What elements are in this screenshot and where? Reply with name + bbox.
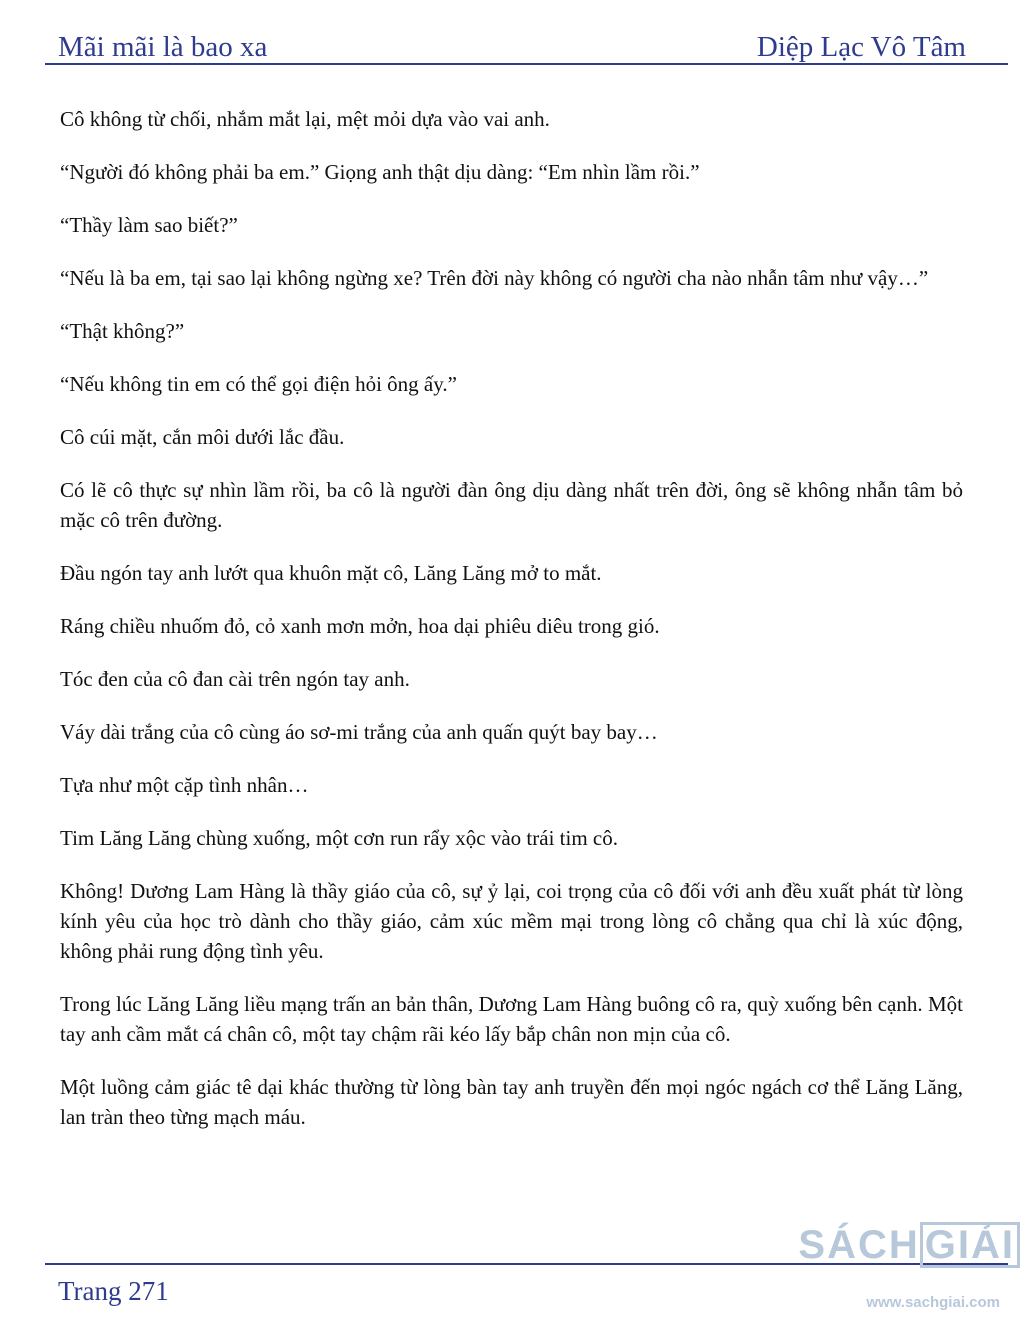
paragraph: Tim Lăng Lăng chùng xuống, một cơn run rẩy xộc vào trái tim cô. [60, 826, 618, 850]
book-title: Mãi mãi là bao xa [58, 31, 268, 63]
page-number: Trang 271 [58, 1276, 169, 1306]
paragraph: “Người đó không phải ba em.” Giọng anh thật dịu dàng: “Em nhìn lầm rồi.” [60, 160, 700, 184]
paragraph: “Thầy làm sao biết?” [60, 213, 238, 237]
paragraph: “Nếu không tin em có thể gọi điện hỏi ông ấy.” [60, 372, 457, 396]
watermark-url: www.sachgiai.com [866, 1294, 1000, 1311]
author-name: Diệp Lạc Vô Tâm [756, 31, 966, 63]
paragraph: Cô cúi mặt, cắn môi dưới lắc đầu. [60, 425, 345, 449]
paragraph: Trong lúc Lăng Lăng liều mạng trấn an bản thân, Dương Lam Hàng buông cô ra, quỳ xuống bên cạnh. Một tay anh cầm mắt cá chân cô, một tay chậm rãi kéo lấy bắp chân non mịn của cô. [60, 992, 963, 1046]
paragraph: “Nếu là ba em, tại sao lại không ngừng xe? Trên đời này không có người cha nào nhẫn tâm như vậy…” [60, 266, 929, 290]
watermark-logo-text: SÁCH [798, 1223, 920, 1267]
watermark-logo [798, 1222, 1020, 1268]
paragraph: Không! Dương Lam Hàng là thầy giáo của cô, sự ỷ lại, coi trọng của cô đối với anh đều xuất phát từ lòng kính yêu của học trò dành cho thầy giáo, cảm xúc mềm mại trong lòng cô chẳng qua chỉ là xúc động, không phải rung động tình yêu. [60, 879, 963, 963]
page-header [58, 22, 966, 62]
header-divider [45, 63, 1008, 65]
paragraph: Có lẽ cô thực sự nhìn lầm rồi, ba cô là người đàn ông dịu dàng nhất trên đời, ông sẽ không nhẫn tâm bỏ mặc cô trên đường. [60, 478, 963, 532]
paragraph: Tóc đen của cô đan cài trên ngón tay anh. [60, 667, 410, 691]
paragraph: “Thật không?” [60, 319, 185, 343]
watermark-logo-box: GIẢI [920, 1222, 1020, 1268]
paragraph: Một luồng cảm giác tê dại khác thường từ lòng bàn tay anh truyền đến mọi ngóc ngách cơ thể Lăng Lăng, lan tràn theo từng mạch máu. [60, 1075, 963, 1129]
paragraph: Váy dài trắng của cô cùng áo sơ-mi trắng của anh quấn quýt bay bay… [60, 720, 658, 744]
paragraph: Ráng chiều nhuốm đỏ, cỏ xanh mơn mởn, hoa dại phiêu diêu trong gió. [60, 614, 660, 638]
paragraph: Tựa như một cặp tình nhân… [60, 773, 309, 797]
watermark [798, 1222, 1020, 1317]
paragraph: Đầu ngón tay anh lướt qua khuôn mặt cô, Lăng Lăng mở to mắt. [60, 561, 602, 585]
page-body [60, 104, 963, 1155]
paragraph: Cô không từ chối, nhắm mắt lại, mệt mỏi dựa vào vai anh. [60, 107, 550, 131]
